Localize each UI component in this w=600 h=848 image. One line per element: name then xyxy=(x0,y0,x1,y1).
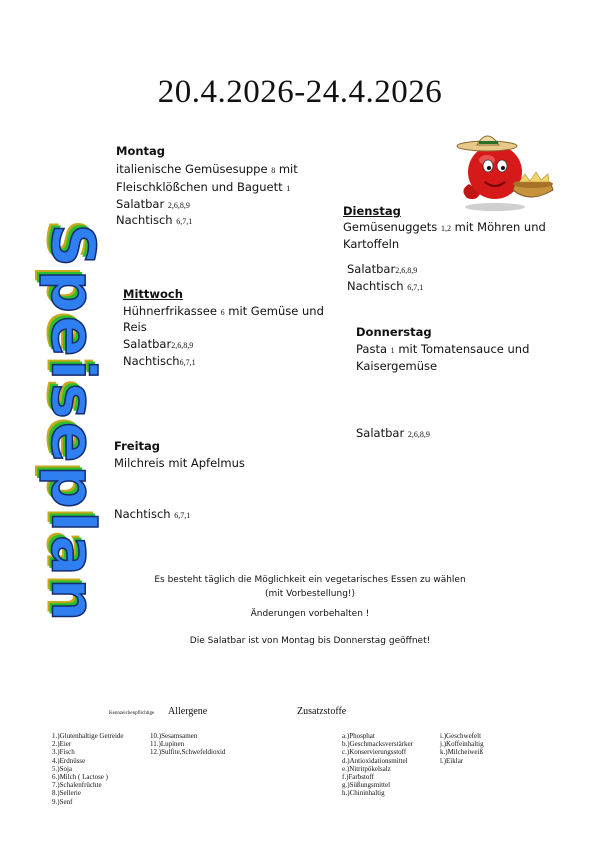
montag-dessert-label: Nachtisch xyxy=(116,213,173,227)
legend-item: 8.)Sellerie xyxy=(52,789,81,798)
day-heading-freitag: Freitag xyxy=(114,439,161,453)
changes-note: Änderungen vorbehalten ! xyxy=(250,609,370,619)
legend-item: 9.)Senf xyxy=(52,797,73,806)
montag-allergen-1: 8 xyxy=(271,166,276,175)
legend-item: b.)Geschmacksverstärker xyxy=(342,740,413,749)
salad-bar-note: Die Salatbar ist von Montag bis Donnerstag geöffnet! xyxy=(189,636,431,646)
mittwoch-dessert-label: Nachtisch xyxy=(123,354,180,368)
legend-item: 10.)Sesamsamen xyxy=(150,732,198,740)
legend-item: e.)Nitritpökelsalz xyxy=(342,764,391,773)
dienstag-salad-allergens: 2,6,8,9 xyxy=(395,266,418,275)
dienstag-meal-text: Gemüsenuggets xyxy=(343,220,438,234)
dienstag-dessert-label: Nachtisch xyxy=(347,279,404,293)
side-title-wordart xyxy=(37,132,108,716)
legend-item: 2.)Eier xyxy=(52,740,72,749)
montag-salad-label: Salatbar xyxy=(116,197,165,211)
legend-item: 5.)Soja xyxy=(52,764,73,773)
tomato-mascot-image xyxy=(455,124,561,214)
legend-item: 6.)Milch ( Lactose ) xyxy=(52,773,108,782)
donnerstag-meal-text: Pasta xyxy=(356,342,388,356)
dienstag-dessert xyxy=(347,277,423,297)
dienstag-salad-label: Salatbar xyxy=(347,262,396,276)
legend-item: a.)Phosphat xyxy=(342,732,375,740)
dienstag-dessert-allergens: 6,7,1 xyxy=(407,283,424,292)
week-date-range: 20.4.2026-24.4.2026 xyxy=(157,74,443,110)
allergen-list-1 xyxy=(52,732,124,806)
donnerstag-allergen-1: 1 xyxy=(390,346,395,355)
montag-meal-text: italienische Gemüsesuppe xyxy=(116,162,268,176)
montag-meal-line1 xyxy=(116,160,298,180)
allergen-list-2 xyxy=(150,732,225,757)
donnerstag-salad-label: Salatbar xyxy=(356,426,405,440)
donnerstag-salad xyxy=(356,424,430,444)
legend-item: 7.)Schalenfrüchte xyxy=(52,781,102,790)
day-heading-dienstag: Dienstag xyxy=(343,204,401,218)
dienstag-meal-text-2: mit Möhren und xyxy=(454,220,546,234)
dienstag-allergen-1: 1,2 xyxy=(440,224,451,233)
legend-item: 1.)Glutenhaltige Getreide xyxy=(52,732,124,740)
legend-item: 12.)Sulfite,Schwefeldioxid xyxy=(150,748,226,757)
additive-list-1 xyxy=(342,732,413,798)
day-heading-mittwoch: Mittwoch xyxy=(123,287,183,301)
legend-item: l.)Eiklar xyxy=(440,756,464,765)
vegetarian-note: Es besteht täglich die Möglichkeit ein vegetarisches Essen zu wählen (mit Vorbestellung!) xyxy=(154,575,466,599)
legend-item: c.)Konservierungsstoff xyxy=(342,748,407,757)
mittwoch-allergen-1: 6 xyxy=(220,308,225,317)
allergens-heading: Allergene xyxy=(168,706,208,717)
donnerstag-salad-allergens: 2,6,8,9 xyxy=(407,430,430,439)
legend-item: f.)Farbstoff xyxy=(342,773,374,782)
legend-item: h.)Chininhaltig xyxy=(342,789,385,798)
side-title: Speiseplan xyxy=(37,223,108,625)
additive-list-2 xyxy=(440,732,484,765)
freitag-meal-line1: Milchreis mit Apfelmus xyxy=(114,456,245,470)
mittwoch-meal-text-2: mit Gemüse und xyxy=(228,304,324,318)
legend-item: j.)Koffeinhaltig xyxy=(440,740,484,749)
day-heading-montag: Montag xyxy=(116,144,166,158)
montag-meal-text-3: Fleischklößchen und Baguett xyxy=(116,180,283,194)
donnerstag-meal-line2: Kaisergemüse xyxy=(356,359,438,373)
freitag-dessert-allergens: 6,7,1 xyxy=(174,511,191,520)
legend-item: k.)Milcheiweiß xyxy=(440,748,483,757)
legend-item: 11.)Lupinen xyxy=(150,740,185,749)
legend-item: i.)Geschwefelt xyxy=(440,732,482,740)
donnerstag-meal-text-2: mit Tomatensauce und xyxy=(398,342,530,356)
mittwoch-meal-line1 xyxy=(123,302,324,322)
freitag-dessert-label: Nachtisch xyxy=(114,507,171,521)
day-heading-donnerstag: Donnerstag xyxy=(356,325,432,339)
montag-dessert xyxy=(116,211,192,231)
mittwoch-salad-label: Salatbar xyxy=(123,337,172,351)
legend-item: 3.)Fisch xyxy=(52,748,75,757)
additives-heading: Zusatzstoffe xyxy=(297,706,347,717)
freitag-dessert xyxy=(114,505,190,525)
montag-allergen-2: 1 xyxy=(286,184,291,193)
mittwoch-dessert xyxy=(123,352,196,372)
mittwoch-salad-allergens: 2,6,8,9 xyxy=(171,341,194,350)
montag-meal-text-2: mit xyxy=(278,162,298,176)
montag-salad-allergens: 2,6,8,9 xyxy=(167,201,190,210)
legend-item: d.)Antioxidationsmittel xyxy=(342,756,408,765)
montag-dessert-allergens: 6,7,1 xyxy=(176,217,193,226)
mittwoch-meal-text: Hühnerfrikassee xyxy=(123,304,217,318)
dienstag-meal-line2: Kartoffeln xyxy=(343,237,400,251)
legend-item: 4.)Erdnüsse xyxy=(52,756,86,765)
legend-item: g.)Süßungsmittel xyxy=(342,781,391,790)
legend-tiny-label: Kennzeichenpflichtige xyxy=(109,711,155,716)
mittwoch-meal-line2: Reis xyxy=(123,320,147,334)
mittwoch-dessert-allergens: 6,7,1 xyxy=(179,358,196,367)
